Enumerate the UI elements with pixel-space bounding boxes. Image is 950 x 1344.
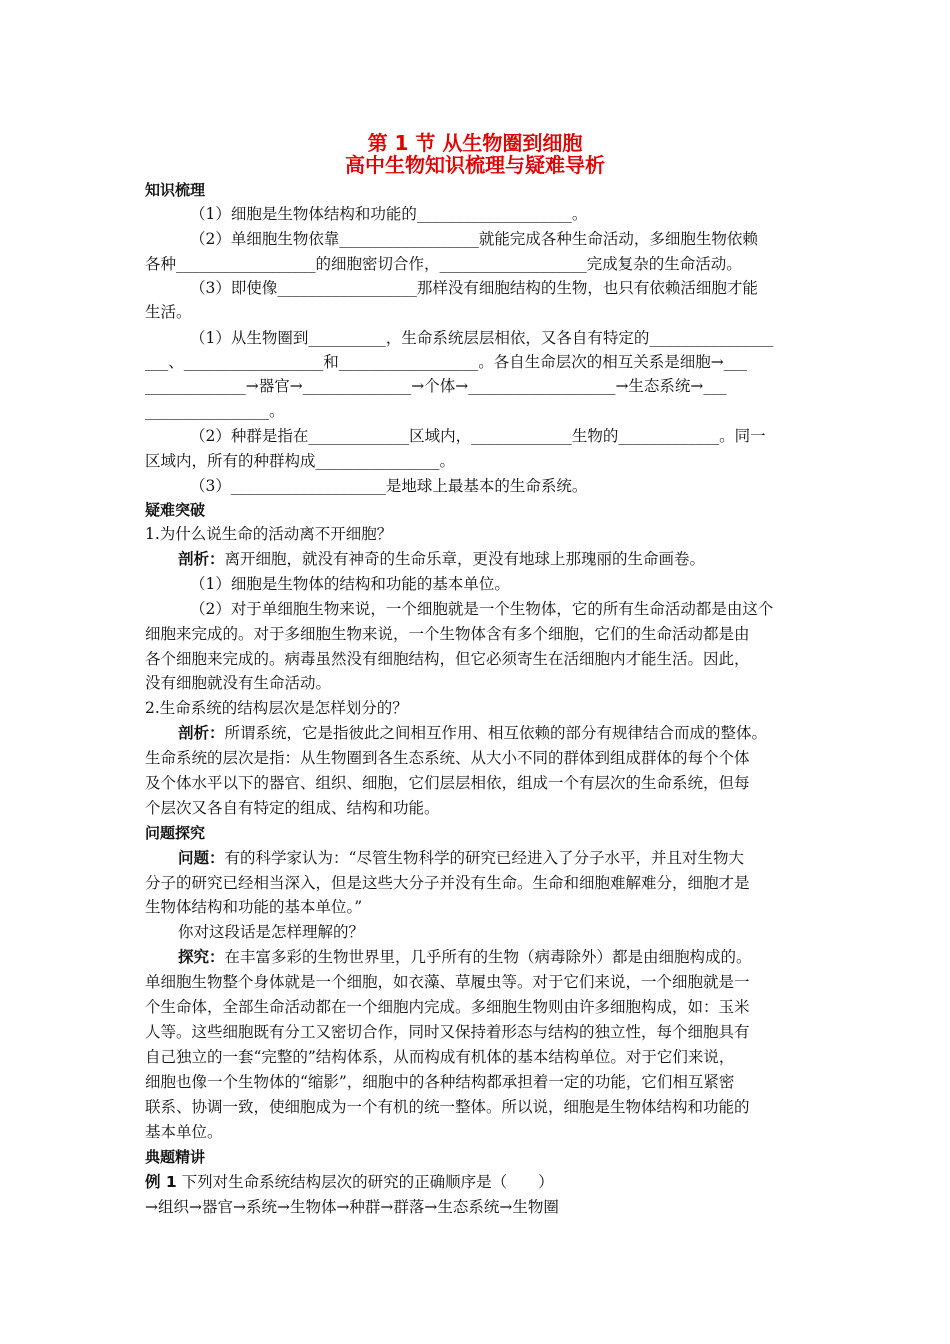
knowledge-line: 各种__________________的细胞密切合作，___________________完成复杂的生命活动。 xyxy=(145,255,742,273)
section-examples: 典题精讲 xyxy=(145,1148,206,1166)
section-difficulty: 疑难突破 xyxy=(145,501,206,519)
knowledge-line: _____________→器官→______________→个体→___________________→生态系统→___ xyxy=(145,377,727,395)
example-1: 例 1 下列对生命系统结构层次的研究的正确顺序是（ ） xyxy=(145,1173,554,1191)
question-1: 1.为什么说生命的活动离不开细胞？ xyxy=(145,525,393,543)
question-label: 问题： xyxy=(178,849,225,867)
knowledge-line: ___、__________________和__________________。各自生命层次的相互关系是细胞→___ xyxy=(145,353,747,371)
analysis-line: 细胞来完成的。对于多细胞生物来说，一个生物体含有多个细胞，它们的生命活动都是由 xyxy=(145,625,750,643)
knowledge-line: ________________。 xyxy=(145,402,285,420)
section-knowledge: 知识梳理 xyxy=(145,181,206,199)
analysis-line: 生命系统的层次是指：从生物圈到各生态系统、从大小不同的群体到组成群体的每个个体 xyxy=(145,749,750,767)
analysis-line: 剖析：离开细胞，就没有神奇的生命乐章，更没有地球上那瑰丽的生命画卷。 xyxy=(178,550,706,568)
knowledge-line: 生活。 xyxy=(145,303,192,321)
inquiry-line: 生物体结构和功能的基本单位。” xyxy=(145,898,363,916)
inquiry-line: 个生命体，全部生命活动都在一个细胞内完成。多细胞生物则由许多细胞构成，如：玉米 xyxy=(145,998,750,1016)
inquiry-line: 联系、协调一致，使细胞成为一个有机的统一整体。所以说，细胞是生物体结构和功能的 xyxy=(145,1098,750,1116)
inquiry-line: 单细胞生物整个身体就是一个细胞，如衣藻、草履虫等。对于它们来说，一个细胞就是一 xyxy=(145,973,750,991)
question-2: 2.生命系统的结构层次是怎样划分的？ xyxy=(145,699,408,717)
section-inquiry: 问题探究 xyxy=(145,824,206,842)
knowledge-line: （2）种群是指在_____________区域内，_____________生物的_____________。同一 xyxy=(190,427,766,445)
analysis-label: 剖析： xyxy=(178,550,225,568)
knowledge-line: （2）单细胞生物依靠__________________就能完成各种生命活动，多细胞生物依赖 xyxy=(190,230,758,248)
inquiry-line: 分子的研究已经相当深入，但是这些大分子并没有生命。生命和细胞难解难分，细胞才是 xyxy=(145,874,750,892)
knowledge-line: 区域内，所有的种群构成________________。 xyxy=(145,452,456,470)
inquiry-line: 探究：在丰富多彩的生物世界里，几乎所有的生物（病毒除外）都是由细胞构成的。 xyxy=(178,948,752,966)
knowledge-line: （1）从生物圈到__________，生命系统层层相依，又各自有特定的________________ xyxy=(190,329,774,347)
inquiry-line: 问题：有的科学家认为：“尽管生物科学的研究已经进入了分子水平，并且对生物大 xyxy=(178,849,744,867)
analysis-line: 个层次又各自有特定的组成、结构和功能。 xyxy=(145,799,440,817)
analysis-line: （1）细胞是生物体的结构和功能的基本单位。 xyxy=(190,575,510,593)
analysis-label: 剖析： xyxy=(178,724,225,742)
inquiry-line: 人等。这些细胞既有分工又密切合作，同时又保持着形态与结构的独立性，每个细胞具有 xyxy=(145,1023,750,1041)
inquiry-line: 你对这段话是怎样理解的？ xyxy=(178,923,365,941)
inquiry-line: 基本单位。 xyxy=(145,1123,223,1141)
analysis-line: 及个体水平以下的器官、组织、细胞，它们层层相依，组成一个有层次的生命系统，但每 xyxy=(145,774,750,792)
title-line-1: 第 1 节 从生物圈到细胞 xyxy=(367,131,583,155)
analysis-line: （2）对于单细胞生物来说，一个细胞就是一个生物体，它的所有生命活动都是由这个 xyxy=(190,600,774,618)
title-line-2: 高中生物知识梳理与疑难导析 xyxy=(345,153,605,177)
analysis-line: 剖析：所谓系统，它是指彼此之间相互作用、相互依赖的部分有规律结合而成的整体。 xyxy=(178,724,768,742)
knowledge-line: （3）即使像__________________那样没有细胞结构的生物，也只有依赖活细胞才能 xyxy=(190,279,758,297)
inquiry-line: 自己独立的一套“完整的”结构体系，从而构成有机体的基本结构单位。对于它们来说， xyxy=(145,1048,735,1066)
knowledge-line: （1）细胞是生物体结构和功能的____________________。 xyxy=(190,205,588,223)
inquiry-line: 细胞也像一个生物体的“缩影”，细胞中的各种结构都承担着一定的功能，它们相互紧密 xyxy=(145,1073,735,1091)
knowledge-line: （3）____________________是地球上最基本的生命系统。 xyxy=(190,477,588,495)
explore-label: 探究： xyxy=(178,948,225,966)
example-label: 例 1 xyxy=(145,1173,177,1191)
example-sequence: →组织→器官→系统→生物体→种群→群落→生态系统→生物圈 xyxy=(145,1198,559,1216)
analysis-line: 各个细胞来完成的。病毒虽然没有细胞结构，但它必须寄生在活细胞内才能生活。因此， xyxy=(145,650,750,668)
analysis-line: 没有细胞就没有生命活动。 xyxy=(145,674,332,692)
